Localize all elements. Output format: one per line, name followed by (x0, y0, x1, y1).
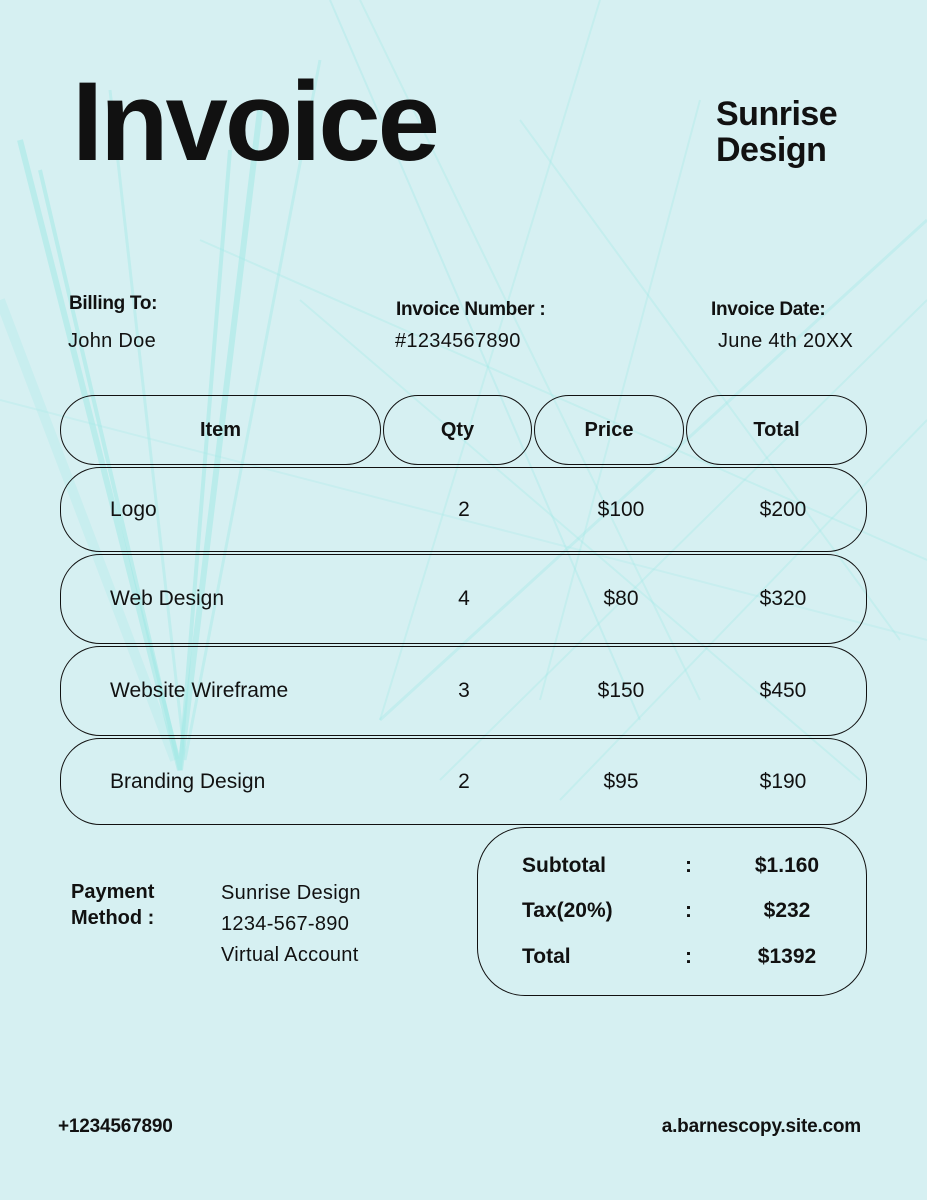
row-total: $320 (759, 587, 807, 610)
invoice-title: Invoice (72, 59, 437, 184)
row-qty: 2 (458, 769, 470, 793)
brand-line-2: Design (716, 131, 827, 169)
row-item: Web Design (110, 587, 225, 610)
totals-box (477, 827, 867, 996)
row-item: Branding Design (110, 769, 266, 793)
column-header-item: Item (60, 395, 381, 465)
payment-detail-line: Sunrise Design (221, 882, 361, 904)
table-row (60, 738, 867, 825)
tax-label: Tax(20%) (522, 899, 613, 922)
column-header-total: Total (686, 395, 867, 465)
payment-label-line-1: Payment (71, 881, 155, 903)
total-row (478, 945, 866, 975)
subtotal-row (478, 854, 866, 884)
payment-detail-line: Virtual Account (221, 944, 359, 966)
table-row (60, 646, 867, 736)
invoice-number-label: Invoice Number : (396, 299, 546, 320)
row-total: $200 (759, 497, 807, 521)
table-row (60, 467, 867, 552)
total-label: Total (522, 945, 571, 968)
row-price: $80 (603, 587, 639, 610)
total-separator: : (685, 945, 692, 968)
subtotal-separator: : (685, 854, 692, 877)
billing-to-name: John Doe (68, 330, 157, 352)
row-item: Website Wireframe (110, 679, 289, 702)
invoice-date-value: June 4th 20XX (718, 330, 854, 352)
row-total: $450 (759, 679, 807, 702)
row-price: $95 (603, 769, 639, 793)
tax-separator: : (685, 899, 692, 922)
row-qty: 4 (458, 587, 470, 610)
subtotal-value: $1.160 (754, 854, 820, 877)
row-item: Logo (110, 497, 157, 521)
row-qty: 3 (458, 679, 470, 702)
payment-method-details (221, 878, 361, 971)
tax-value: $232 (763, 899, 811, 922)
invoice-number-value: #1234567890 (395, 330, 521, 352)
brand-line-1: Sunrise (716, 95, 838, 133)
brand-name (716, 96, 837, 168)
payment-label-line-2: Method : (71, 907, 155, 929)
row-price: $150 (597, 679, 645, 702)
payment-detail-line: 1234-567-890 (221, 913, 350, 935)
footer-phone: +1234567890 (58, 1116, 173, 1137)
subtotal-label: Subtotal (522, 854, 606, 877)
row-qty: 2 (458, 497, 470, 521)
billing-to-label: Billing To: (69, 293, 158, 314)
tax-row (478, 899, 866, 929)
row-price: $100 (597, 497, 645, 521)
total-value: $1392 (757, 945, 817, 968)
column-header-price: Price (534, 395, 684, 465)
payment-method-label (71, 879, 154, 931)
invoice-date-label: Invoice Date: (711, 299, 826, 320)
footer-website[interactable]: a.barnescopy.site.com (661, 1116, 861, 1137)
table-row (60, 554, 867, 644)
row-total: $190 (759, 769, 807, 793)
column-header-qty: Qty (383, 395, 532, 465)
